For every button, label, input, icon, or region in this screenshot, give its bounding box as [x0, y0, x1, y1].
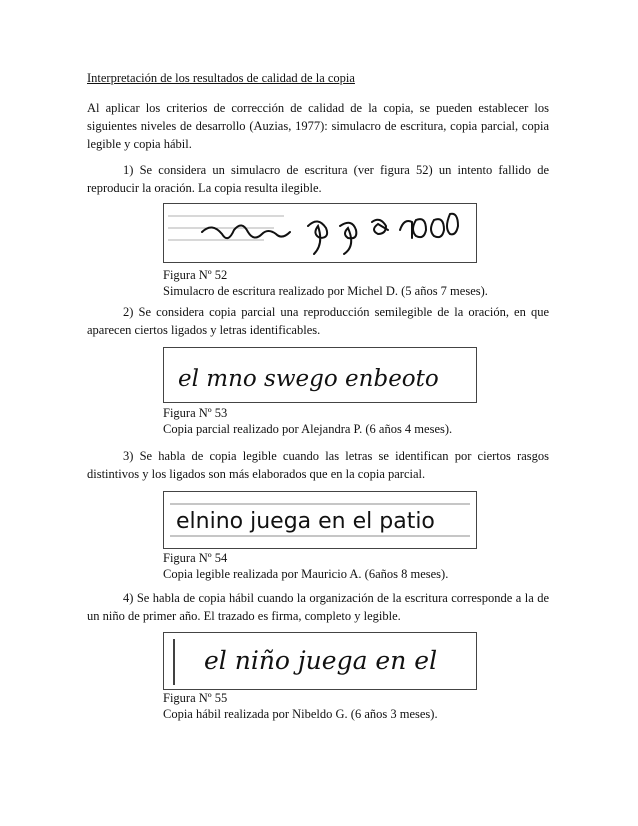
- figure-53-description: Copia parcial realizado por Alejandra P. (6 años 4 meses).: [163, 422, 453, 436]
- figure-53-label: Figura Nº 53: [163, 406, 228, 420]
- figure-52-description: Simulacro de escritura realizado por Michel D. (5 años 7 meses).: [163, 284, 488, 298]
- section-heading: Interpretación de los resultados de calidad de la copia: [87, 71, 355, 85]
- figure-52-label: Figura Nº 52: [163, 268, 228, 282]
- figure-53-image: [163, 347, 477, 403]
- figure-54-description: Copia legible realizada por Mauricio A. (6años 8 meses).: [163, 567, 449, 581]
- handwriting-54-text: elnino juega en el patio: [176, 509, 435, 534]
- handwriting-53-text: el mno swego enbeoto: [178, 366, 439, 392]
- handwriting-sample-54: [164, 492, 476, 548]
- item-1-paragraph: 1) Se considera un simulacro de escritura (ver figura 52) un intento fallido de reproducir la oración. La copia resulta ilegible.: [87, 163, 549, 195]
- handwriting-sample-52: [164, 204, 476, 262]
- figure-55-label: Figura Nº 55: [163, 691, 228, 705]
- figure-54-caption: [163, 550, 448, 582]
- handwriting-sample-55: [164, 633, 476, 689]
- intro-paragraph: Al aplicar los criterios de corrección de calidad de la copia, se pueden establecer los siguientes niveles de desarrollo (Auzias, 1977): simulacro de escritura, copia parcial, copia legible y copia hábil.: [87, 101, 549, 151]
- item-3-paragraph: 3) Se habla de copia legible cuando las letras se identifican por ciertos rasgos distintivos y los ligados son más elaborados que en la copia parcial.: [87, 449, 549, 481]
- handwriting-55-text: el niño juega en el: [204, 646, 438, 675]
- figure-55-image: [163, 632, 477, 690]
- figure-55-description: Copia hábil realizada por Nibeldo G. (6 años 3 meses).: [163, 707, 438, 721]
- figure-52-caption: [163, 267, 488, 299]
- item-2-paragraph: 2) Se considera copia parcial una reproducción semilegible de la oración, en que aparecen ciertos ligados y letras identificables.: [87, 305, 549, 337]
- item-4-paragraph: 4) Se habla de copia hábil cuando la organización de la escritura corresponde a la de un niño de primer año. El trazado es firma, completo y legible.: [87, 591, 549, 623]
- handwriting-sample-53: [164, 348, 476, 402]
- figure-52-image: [163, 203, 477, 263]
- figure-53-caption: [163, 405, 452, 437]
- figure-55-caption: [163, 690, 438, 722]
- figure-54-label: Figura Nº 54: [163, 551, 228, 565]
- figure-54-image: [163, 491, 477, 549]
